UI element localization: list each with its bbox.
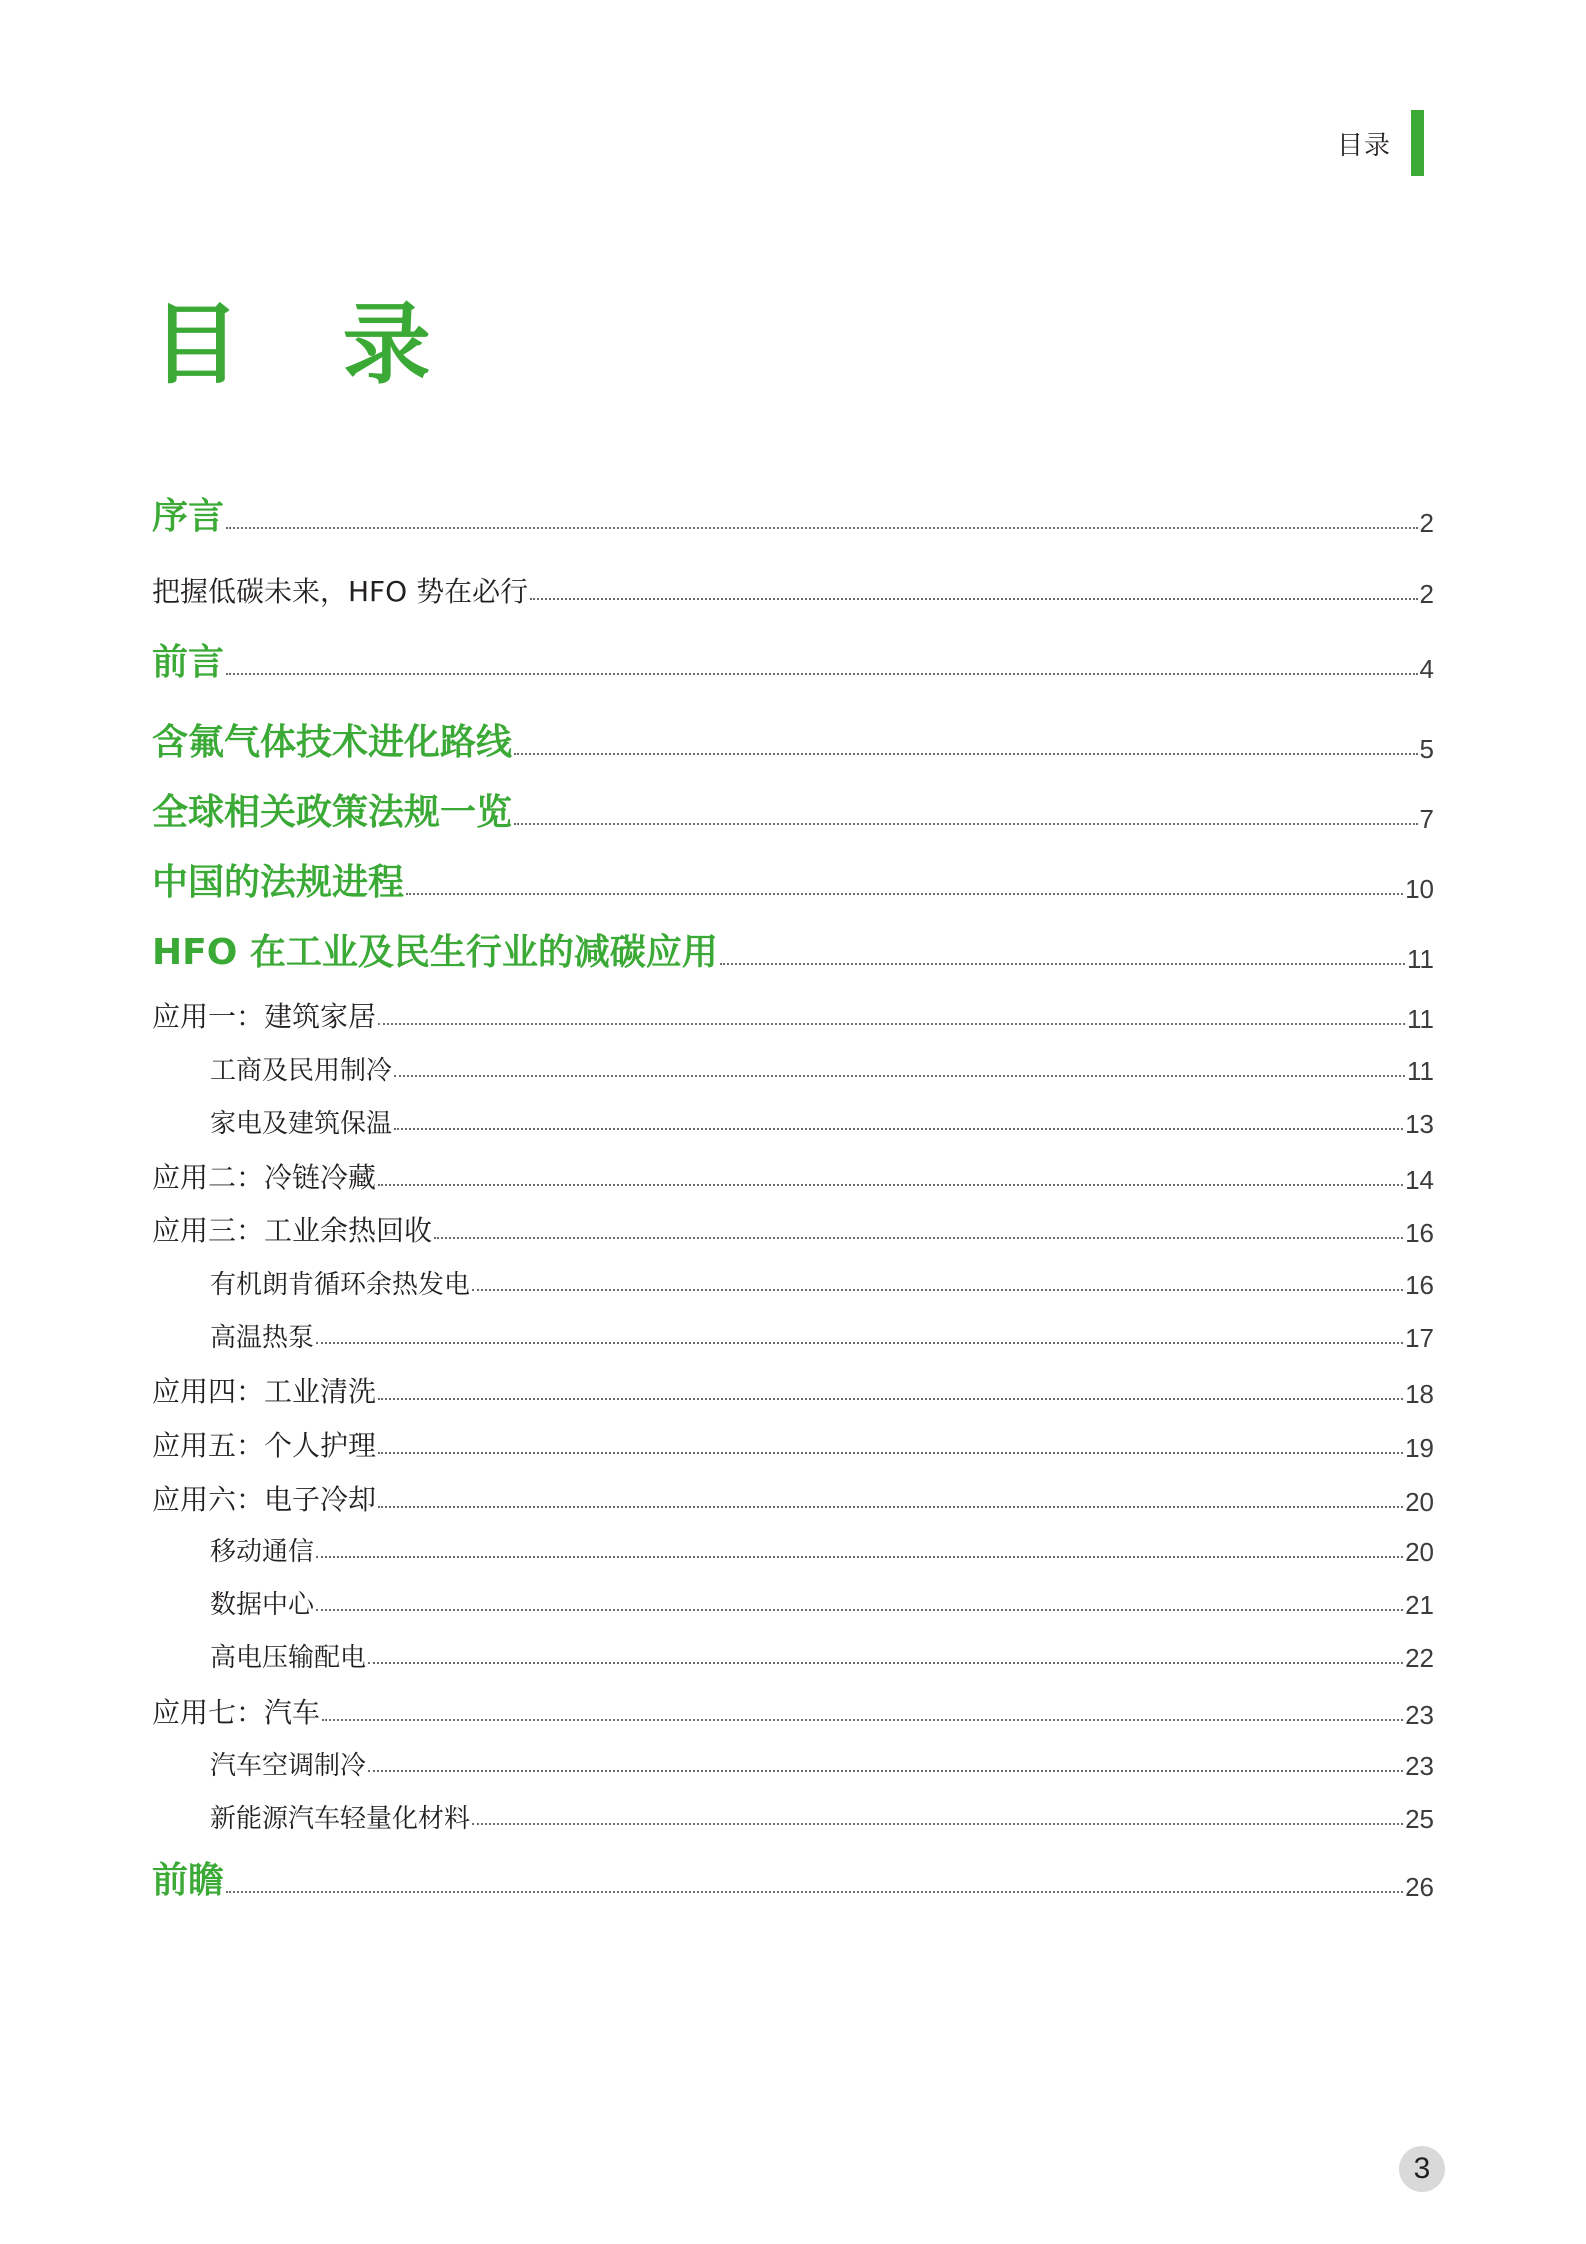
toc-page-number: 16: [1405, 1218, 1434, 1248]
toc-entry-title: 前瞻: [152, 1860, 225, 1901]
toc-entry-title: 中国的法规进程: [152, 862, 405, 903]
toc-entry-title: 应用一：建筑家居: [152, 1000, 377, 1033]
toc-entry-app-3-sub-2[interactable]: [210, 1317, 1434, 1354]
toc-entry-app-7[interactable]: [152, 1691, 1434, 1731]
toc-page-number: 10: [1405, 874, 1434, 904]
dot-leader: [368, 1661, 1403, 1664]
toc-entry-title: 有机朗肯循环余热发电: [210, 1270, 471, 1300]
toc-entry-app-7-sub-1[interactable]: [210, 1745, 1434, 1782]
page-title: 目 录: [152, 293, 467, 396]
dot-leader: [378, 1451, 1403, 1454]
dot-leader: [720, 962, 1405, 965]
toc-entry-title: 应用五：个人护理: [152, 1429, 377, 1462]
toc-entry-title: 应用七：汽车: [152, 1696, 321, 1729]
toc-entry-app-6-sub-3[interactable]: [210, 1637, 1434, 1674]
toc-entry-title: 数据中心: [210, 1590, 315, 1620]
toc-page-number: 11: [1407, 1004, 1434, 1034]
page-number-badge: 3: [1399, 2146, 1445, 2192]
toc-entry-title: 把握低碳未来，HFO 势在必行: [152, 575, 529, 608]
toc-entry-title: 汽车空调制冷: [210, 1751, 367, 1781]
dot-leader: [316, 1341, 1403, 1344]
toc-page-number: 4: [1419, 654, 1434, 684]
dot-leader: [530, 597, 1417, 600]
toc-entry-title: 前言: [152, 642, 225, 683]
toc-entry-china-regulation[interactable]: [152, 854, 1434, 905]
toc-entry-title: 序言: [152, 496, 225, 537]
toc-entry-title: 全球相关政策法规一览: [152, 792, 513, 833]
toc-page-number: 23: [1405, 1751, 1434, 1781]
dot-leader: [472, 1288, 1403, 1291]
toc-page-number: 20: [1405, 1487, 1434, 1517]
toc-entry-title: 工商及民用制冷: [210, 1056, 393, 1086]
toc-entry-title: 应用六：电子冷却: [152, 1483, 377, 1516]
toc-page-number: 20: [1405, 1537, 1434, 1567]
toc-entry-app-2[interactable]: [152, 1156, 1434, 1196]
toc-entry-title: 应用四：工业清洗: [152, 1375, 377, 1408]
toc-entry-app-7-sub-2[interactable]: [210, 1798, 1434, 1835]
toc-page-number: 23: [1405, 1700, 1434, 1730]
dot-leader: [514, 752, 1418, 755]
toc-page-number: 26: [1405, 1872, 1434, 1902]
toc-entry-app-4[interactable]: [152, 1370, 1434, 1410]
dot-leader: [406, 892, 1403, 895]
toc-entry-app-6-sub-1[interactable]: [210, 1531, 1434, 1568]
toc-entry-qianyan[interactable]: [152, 634, 1434, 685]
dot-leader: [378, 1505, 1403, 1508]
toc-entry-title: 高温热泵: [210, 1323, 315, 1353]
accent-bar: [1411, 110, 1424, 176]
toc-page-number: 11: [1407, 944, 1434, 974]
toc-entry-hfo-future[interactable]: [152, 570, 1434, 610]
toc-page-number: 25: [1405, 1804, 1434, 1834]
dot-leader: [378, 1183, 1403, 1186]
toc-entry-title: 应用二：冷链冷藏: [152, 1161, 377, 1194]
toc-entry-app-1[interactable]: [152, 995, 1434, 1035]
toc-page-number: 14: [1405, 1165, 1434, 1195]
toc-entry-title: 家电及建筑保温: [210, 1109, 393, 1139]
toc-entry-app-6-sub-2[interactable]: [210, 1584, 1434, 1621]
dot-leader: [378, 1397, 1403, 1400]
toc-entry-app-3[interactable]: [152, 1209, 1434, 1249]
toc-entry-title: HFO 在工业及民生行业的减碳应用: [152, 932, 718, 973]
toc-entry-hfo-applications[interactable]: [152, 924, 1434, 975]
toc-page-number: 16: [1405, 1270, 1434, 1300]
toc-page-number: 17: [1405, 1323, 1434, 1353]
toc-page-number: 21: [1405, 1590, 1434, 1620]
toc-page-number: 5: [1419, 734, 1434, 764]
running-header: [1337, 110, 1424, 176]
toc-entry-title: 移动通信: [210, 1537, 315, 1567]
toc-entry-xuyan[interactable]: [152, 488, 1434, 539]
toc-entry-app-1-sub-1[interactable]: [210, 1050, 1434, 1087]
toc-page-number: 13: [1405, 1109, 1434, 1139]
toc-entry-app-6[interactable]: [152, 1478, 1434, 1518]
running-header-label: 目录: [1336, 130, 1391, 161]
dot-leader: [316, 1555, 1403, 1558]
dot-leader: [226, 672, 1418, 675]
dot-leader: [378, 1022, 1405, 1025]
dot-leader: [394, 1127, 1403, 1130]
dot-leader: [394, 1074, 1405, 1077]
toc-entry-qianzhan[interactable]: [152, 1852, 1434, 1903]
dot-leader: [322, 1718, 1403, 1721]
toc-entry-title: 新能源汽车轻量化材料: [210, 1804, 471, 1834]
toc-entry-app-5[interactable]: [152, 1424, 1434, 1464]
toc-page-number: 7: [1419, 804, 1434, 834]
toc-page-number: 11: [1407, 1056, 1434, 1086]
toc-entry-app-1-sub-2[interactable]: [210, 1103, 1434, 1140]
toc-page-number: 19: [1405, 1433, 1434, 1463]
toc-entry-title: 含氟气体技术进化路线: [152, 722, 513, 763]
toc-page-number: 2: [1419, 508, 1434, 538]
toc-page-number: 18: [1405, 1379, 1434, 1409]
toc-page-number: 2: [1419, 579, 1434, 609]
dot-leader: [226, 1890, 1403, 1893]
toc-page-number: 22: [1405, 1643, 1434, 1673]
dot-leader: [368, 1769, 1403, 1772]
dot-leader: [434, 1236, 1403, 1239]
toc-entry-app-3-sub-1[interactable]: [210, 1264, 1434, 1301]
toc-entry-title: 高电压输配电: [210, 1643, 367, 1673]
toc-entry-global-policy[interactable]: [152, 784, 1434, 835]
dot-leader: [316, 1608, 1403, 1611]
toc-entry-evolution[interactable]: [152, 714, 1434, 765]
dot-leader: [472, 1822, 1403, 1825]
dot-leader: [514, 822, 1418, 825]
dot-leader: [226, 526, 1418, 529]
toc-entry-title: 应用三：工业余热回收: [152, 1214, 433, 1247]
